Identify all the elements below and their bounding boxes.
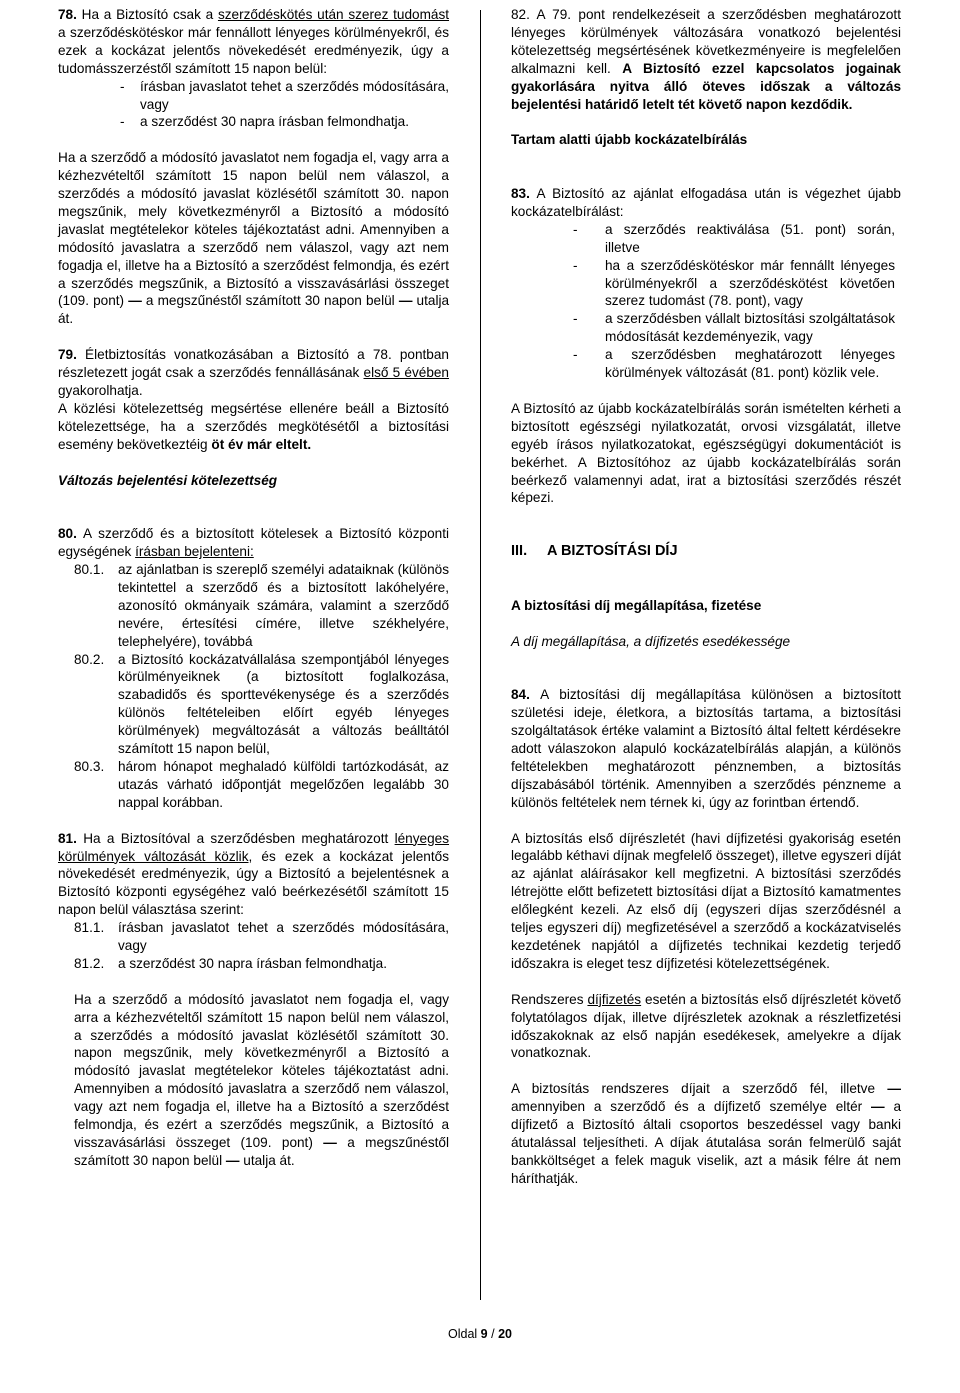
clause-text-underlined: szerződéskötés után szerez tudomást [217,7,450,22]
page-label: Oldal [448,1327,478,1341]
heading-change-notification: Változás bejelentési kötelezettség [58,472,278,488]
paragraph-84-recurring: Rendszeres díjfizetés esetén a biztosítás első díjrészletét követő folytatólagos díjak, illetve díjrészletek azoknak a részletfizetési időszakoknak az első napján esedékesek, amelyekre a díjak vonatkoznak. [511,991,902,1061]
sub-item: 81.2. a szerződést 30 napra írásban felmondhatja. [74,955,388,971]
list-item: - a szerződés reaktiválása (51. pont) során, illetve [573,221,895,255]
column-divider [480,10,481,1300]
heading-fee-sub: A díj megállapítása, a díjfizetés esedékessége [511,633,791,649]
section-84: 84. A biztosítási díj megállapítása különösen a biztosított születési ideje, életkora, a biztosítás tartama, a biztosítási szolgáltatások értéke valamint a Biztosító által feltett kérdésekre adott válaszokon alapuló kockázatelbírálás alapján, a különös feltételekben meghatározott pénznemben, a biztosítás díjszabásából történik. Amennyiben a szerződés pénzneme a különös feltételek nem térnek ki, úgy az forintban értendő. [511,687,901,810]
clause-number: 79. [58,347,77,363]
paragraph-84-first-payment: A biztosítás első díjrészletét (havi díjfizetési gyakoriság esetén legalább kéthavi díjnak megfelelő összeget), illetve egyszeri díját az ajánlat aláírásakor kell megfizetni. A biztosítási szerződés létrejötte előtt befizetett biztosítási díjat a Biztosító kamatmentes előlegként kezeli. Az első díj (egyszeri díjas szerződésnél a teljes egyszeri díj) megfizetésével a szerződő a kockázatviselés kezdetének napjától a díjfizetés technikai kezdetig terjedő időszakra is eleget tesz díjfizetési kötelezettségének. [511,830,901,971]
section-82: 82. A 79. pont rendelkezéseit a szerződésben meghatározott lényeges körülmények változására vonatkozó bejelentési kötelezettség megsértésének következményeire is megfelelően alkalmazni kell. A Biztosító ezzel kapcsolatos jogainak gyakorlására nyitva álló öteves időszak a változás bejelentési határidő letelt tét követő napon kezdődik. [511,7,901,112]
section-80: 80. A szerződő és a biztosított kötelesek a Biztosító központi egységének írásban bejelenteni: 80.1. az ajánlatban is szereplő személyi adataiknak (különös tekintettel a szerződő és a biztosított lakóhelyére, azonosító okmányaik számára, valamint a szerződő nevére, értesítési címére, illetve székhelyére, telephelyére), továbbá 80.2. a Biztosító kockázatvállalása szempontjából lényeges körülményeiknek (a biztosított foglalkozása, szabadidős és sporttevékenysége és a szerződés különös feltételeiben előírt egyéb lényeges körülmények) megváltozását a változás beálltától számított 15 napon belül, 80.3. három hónapot meghaladó külföldi tartózkodását, az utazás várható időpontját megelőzően legalább 30 nappal korábban. [58,526,449,810]
list-item: - ha a szerződéskötéskor már fennállt lényeges körülményekről a szerződéskötést követően szerez tudomást (78. pont), vagy [573,257,895,309]
paragraph-81-followup: Ha a szerződő a módosító javaslatot nem fogadja el, vagy arra a kézhezvételtől számított 15 napon belül nem válaszol, a szerződés a módosító javaslat közlésétől számított 30. napon megszűnik, mely következményről a Biztosító a módosító javaslat megtételekor köteles tájékoztatást adni. Amennyiben a módosító javaslatra a szerződő nem válaszol, vagy azt nem fogadja el, illetve ha a Biztosító a szerződést felmondja, és ezért a szerződés megszűnik, a Biztosító a visszavásárlási összeget (109. pont) — a megszűnéstől számított 30 napon belül — utalja át. [74,991,450,1168]
paragraph-83-followup: A Biztosító az újabb kockázatelbírálás során ismételten kérheti a biztosított egészségi nyilatkozatát, orvosi vizsgálatát, illetve egyéb írásos nyilatkozatokat, egészségügyi dokumentációt is bekérhet. A Biztosítóhoz az újabb kockázatelbírálás során beérkező valamennyi adat, irat a biztosítási szerződés részét képezi. [511,400,901,506]
paragraph-79-followup: A közlési kötelezettség megsértése ellenére beáll a Biztosító kötelezettsége, ha a szerződés megkötésétől a biztosítási esemény bekövetkeztéig öt év már eltelt. [58,400,449,452]
list-item: - a szerződést 30 napra írásban felmondhatja. [120,114,410,130]
paragraph-78-followup: Ha a szerződő a módosító javaslatot nem fogadja el, vagy arra a kézhezvételtől számított 15 napon belül nem válaszol, a szerződés a módosító javaslat közlésétől számított 30. napon megszűnik, mely következményről a Biztosító a módosító javaslat megtételekor köteles tájékoztatást adni. Amennyiben a módosító javaslatra a szerződő nem válaszol, vagy azt nem fogadja el, illetve ha a Biztosító a szerződést felmondja, és ezért a szerződés megszűnik, a Biztosító a visszavásárlási összeget (109. pont) — a megszűnéstől számított 30 napon belül — utalja át. [58,150,450,327]
list-item: - a szerződésben vállalt biztosítási szolgáltatások módosítását kezdeményezik, vagy [573,311,895,345]
heading-fee: A biztosítási díj megállapítása, fizetése [511,597,762,613]
right-column [511,6,901,1206]
page-separator: / [491,1327,495,1341]
sub-item: 81.1. írásban javaslatot tehet a szerződés módosítására, vagy [74,920,449,954]
section-83: 83. A Biztosító az ajánlat elfogadása után is végezhet újabb kockázatelbírálást: - a szerződés reaktiválása (51. pont) során, illetve - ha a szerződéskötéskor már fennállt lényeges körülményekről a szerződéskötést követően szerez tudomást (78. pont), vagy - a szerződésben vállalt biztosítási szolgáltatások módosítását kezdeményezik, vagy - a szerződésben meghatározott lényeges körülmények változását (81. pont) közlik vele. [511,186,901,381]
clause-number: 81. [58,830,77,846]
clause-number: 80. [58,526,77,542]
page-total: 20 [498,1327,512,1341]
page-footer [0,1327,960,1341]
clause-text: Ha a Biztosító csak a [81,7,214,22]
section-79: 79. Életbiztosítás vonatkozásában a Biztosító a 78. pontban részletezett jogát csak a szerződés fennállásának első 5 évében gyakorolhatja. [58,347,449,398]
clause-number: 83. [511,186,530,202]
sub-item: 80.1. az ajánlatban is szereplő személyi adataiknak (különös tekintettel a szerződő és a biztosított lakóhelyére, azonosító okmányaik számára, valamint a szerződő nevére, értesítési címére, illetve székhelyére, telephelyére), továbbá [74,562,449,649]
clause-number: 78. [58,7,77,22]
paragraph-84-payment-methods: A biztosítás rendszeres díjait a szerződő fél, illetve — amennyiben a szerződő és a díjfizető személye eltér — a díjfizető a Biztosító általi csoportos beszedéssel vagy banki átutalással teljesítheti. A díjak átutalása során felmerülő saját bankköltséget a felek maguk viselik, azt a másik félre át nem háríthatják. [511,1081,901,1186]
heading-risk-assessment: Tartam alatti újabb kockázatelbírálás [511,132,748,148]
left-column [58,6,449,1188]
sub-item: 80.2. a Biztosító kockázatvállalása szempontjából lényeges körülményeiknek (a biztosított foglalkozása, szabadidős és sporttevékenysége és a szerződés különös feltételeiben előírt egyéb lényeges körülmények) megváltozását a változás beálltától számított 15 napon belül, [74,651,449,757]
list-item: - írásban javaslatot tehet a szerződés módosítására, vagy [120,78,449,112]
clause-number: 84. [511,687,530,703]
clause-text: a szerződéskötéskor már fennállott lényeges körülményekről, és ezek a kockázat jelentős növekedését eredményezik, úgy a tudomásszerzéstől számított 15 napon belül: [58,24,449,76]
section-81: 81. Ha a Biztosítóval a szerződésben meghatározott lényeges körülmények változását közlik, és ezek a kockázat jelentős növekedését eredményezik, úgy a Biztosító a bejelentésnek a Biztosító központi egységéhez való beérkezésétől számított 15 napon belül választása szerint: 81.1. írásban javaslatot tehet a szerződés módosítására, vagy 81.2. a szerződést 30 napra írásban felmondhatja. [58,830,450,971]
page-number: 9 [480,1327,488,1341]
section-78 [58,6,449,131]
list-item: - a szerződésben meghatározott lényeges körülmények változását (81. pont) közlik vele. [573,347,895,381]
sub-item: 80.3. három hónapot meghaladó külföldi tartózkodását, az utazás várható időpontját megelőzően legalább 30 nappal korábban. [74,759,449,810]
clause-number: 82. [511,7,530,22]
section-heading-III: III. A BIZTOSÍTÁSI DÍJ [511,543,678,560]
